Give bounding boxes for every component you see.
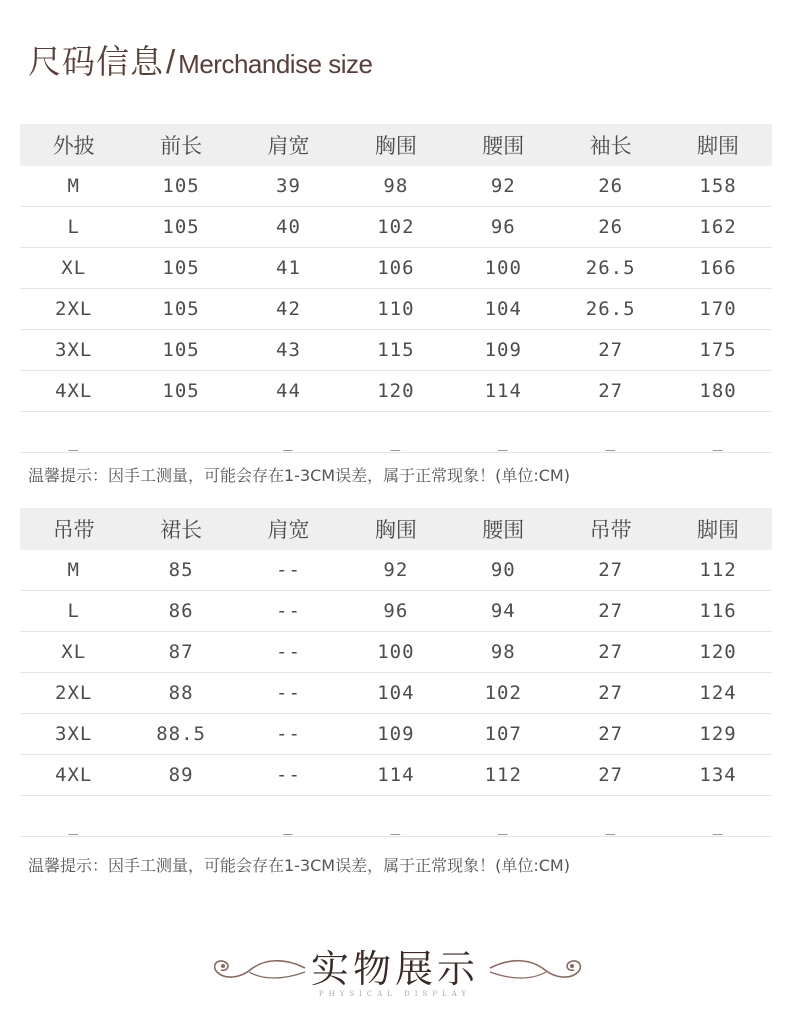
table-cell: 105 (162, 380, 200, 402)
table-cell: _ (712, 431, 724, 451)
table-cell: 114 (484, 380, 522, 402)
column-header: 吊带 (589, 518, 632, 542)
column-header: 腰围 (482, 518, 525, 542)
table-cell: 102 (377, 216, 415, 238)
column-header: 吊带 (52, 518, 95, 542)
table-cell: 96 (383, 600, 409, 622)
table-cell: 98 (383, 175, 409, 197)
table-cell: 124 (699, 682, 737, 704)
table-cell: 27 (598, 723, 624, 745)
title-cn: 尺码信息 (28, 42, 164, 81)
table-cell: L (67, 600, 80, 622)
table-cell: _ (390, 815, 402, 835)
table-cell: 106 (377, 257, 415, 279)
table-cell: -- (276, 559, 301, 581)
table-cell: 104 (484, 298, 522, 320)
table-cell: 40 (276, 216, 301, 238)
table-cell: XL (61, 257, 87, 279)
table-cell: 87 (168, 641, 194, 663)
table-cell: 4XL (55, 380, 93, 402)
column-header: 胸围 (374, 518, 417, 542)
table-row (20, 550, 772, 591)
table-cell: _ (283, 815, 294, 835)
table-cell: XL (61, 641, 87, 663)
table-cell: 134 (699, 764, 737, 786)
measurement-note-1: 温馨提示：因手工测量，可能会存在1-3CM误差，属于正常现象！(单位:CM) (28, 466, 570, 485)
table-cell: 89 (168, 764, 194, 786)
table-row (20, 412, 772, 453)
table-cell: 105 (162, 298, 200, 320)
table-cell: 170 (699, 298, 737, 320)
table-row (20, 714, 772, 755)
table-cell: 114 (377, 764, 415, 786)
table-row (20, 673, 772, 714)
table-cell: M (67, 175, 80, 197)
table-cell: M (67, 559, 80, 581)
table-cell (127, 807, 234, 825)
table-cell: 166 (699, 257, 737, 279)
table-cell: _ (283, 431, 294, 451)
table-cell: 92 (383, 559, 409, 581)
table-row (20, 289, 772, 330)
table-cell: 26.5 (585, 257, 636, 279)
table-cell: _ (605, 431, 616, 451)
table-cell: 4XL (55, 764, 93, 786)
table-cell: 27 (598, 339, 624, 361)
column-header: 裙长 (160, 518, 203, 542)
page-title (28, 36, 372, 83)
table-cell: _ (68, 431, 80, 451)
title-separator: / (166, 43, 177, 80)
table-cell: 98 (490, 641, 516, 663)
table-cell: 115 (377, 339, 415, 361)
table-row (20, 166, 772, 207)
table-cell: 43 (276, 339, 301, 361)
table-cell: 100 (377, 641, 415, 663)
table-cell: 175 (699, 339, 737, 361)
column-header: 肩宽 (267, 134, 310, 158)
table-cell: 109 (377, 723, 415, 745)
physical-display-title: 实物展示 (310, 947, 479, 991)
table-cell: 107 (484, 723, 522, 745)
physical-display-subtitle: PHYSICAL DISPLAY (318, 990, 472, 998)
outerwear-header-row (20, 124, 772, 166)
table-cell: 26 (598, 216, 624, 238)
table-cell: 120 (699, 641, 737, 663)
outerwear-size-table (20, 124, 772, 453)
table-cell: _ (390, 431, 402, 451)
table-cell: 41 (276, 257, 301, 279)
table-cell: -- (276, 682, 301, 704)
table-cell: 158 (699, 175, 737, 197)
column-header: 前长 (160, 134, 203, 158)
table-cell: _ (605, 815, 616, 835)
table-cell: -- (276, 641, 301, 663)
column-header: 腰围 (482, 134, 525, 158)
slip-dress-size-table (20, 508, 772, 837)
table-cell: 27 (598, 764, 624, 786)
table-row (20, 248, 772, 289)
table-cell: 94 (490, 600, 516, 622)
table-cell: 105 (162, 339, 200, 361)
table-cell: 112 (699, 559, 737, 581)
table-cell: 90 (490, 559, 516, 581)
table-cell: _ (712, 815, 724, 835)
table-cell: _ (497, 431, 509, 451)
table-cell: _ (68, 815, 80, 835)
table-row (20, 755, 772, 796)
table-cell: 2XL (55, 298, 93, 320)
table-cell: -- (276, 600, 301, 622)
table-cell: 116 (699, 600, 737, 622)
table-cell: 27 (598, 380, 624, 402)
table-cell: 162 (699, 216, 737, 238)
measurement-note-2: 温馨提示：因手工测量，可能会存在1-3CM误差，属于正常现象！(单位:CM) (28, 856, 570, 875)
table-cell: -- (276, 723, 301, 745)
table-cell: 88 (168, 682, 194, 704)
slip-dress-header-row (20, 508, 772, 550)
table-cell: 27 (598, 641, 624, 663)
table-cell: 100 (484, 257, 522, 279)
table-row (20, 591, 772, 632)
table-cell: 26 (598, 175, 624, 197)
table-cell: 2XL (55, 682, 93, 704)
table-cell: 110 (377, 298, 415, 320)
table-cell: 112 (484, 764, 522, 786)
table-cell: 105 (162, 216, 200, 238)
table-cell: 104 (377, 682, 415, 704)
table-row (20, 632, 772, 673)
table-row (20, 330, 772, 371)
table-cell: 86 (168, 600, 194, 622)
table-cell: 180 (699, 380, 737, 402)
table-cell: 42 (276, 298, 301, 320)
table-cell: 3XL (55, 723, 93, 745)
table-cell: 109 (484, 339, 522, 361)
table-row (20, 207, 772, 248)
table-cell: 27 (598, 559, 624, 581)
table-row (20, 796, 772, 837)
column-header: 袖长 (589, 134, 632, 158)
column-header: 外披 (52, 134, 95, 158)
title-en: Merchandise size (178, 49, 373, 79)
column-header: 脚围 (697, 134, 740, 158)
table-cell: 27 (598, 682, 624, 704)
table-cell: 120 (377, 380, 415, 402)
table-cell: 102 (484, 682, 522, 704)
table-cell: -- (276, 764, 301, 786)
column-header: 脚围 (697, 518, 740, 542)
table-cell: 85 (168, 559, 194, 581)
column-header: 胸围 (374, 134, 417, 158)
table-cell: 92 (490, 175, 516, 197)
table-cell: 96 (490, 216, 516, 238)
table-cell: 44 (276, 380, 301, 402)
column-header: 肩宽 (267, 518, 310, 542)
table-cell: 3XL (55, 339, 93, 361)
table-cell: 26.5 (585, 298, 636, 320)
table-cell: 105 (162, 175, 200, 197)
table-cell: 105 (162, 257, 200, 279)
table-row (20, 371, 772, 412)
table-cell: _ (497, 815, 509, 835)
table-cell: L (67, 216, 80, 238)
table-cell: 129 (699, 723, 737, 745)
table-cell: 88.5 (156, 723, 206, 745)
table-cell (127, 423, 234, 441)
table-cell: 39 (276, 175, 301, 197)
table-cell: 27 (598, 600, 624, 622)
